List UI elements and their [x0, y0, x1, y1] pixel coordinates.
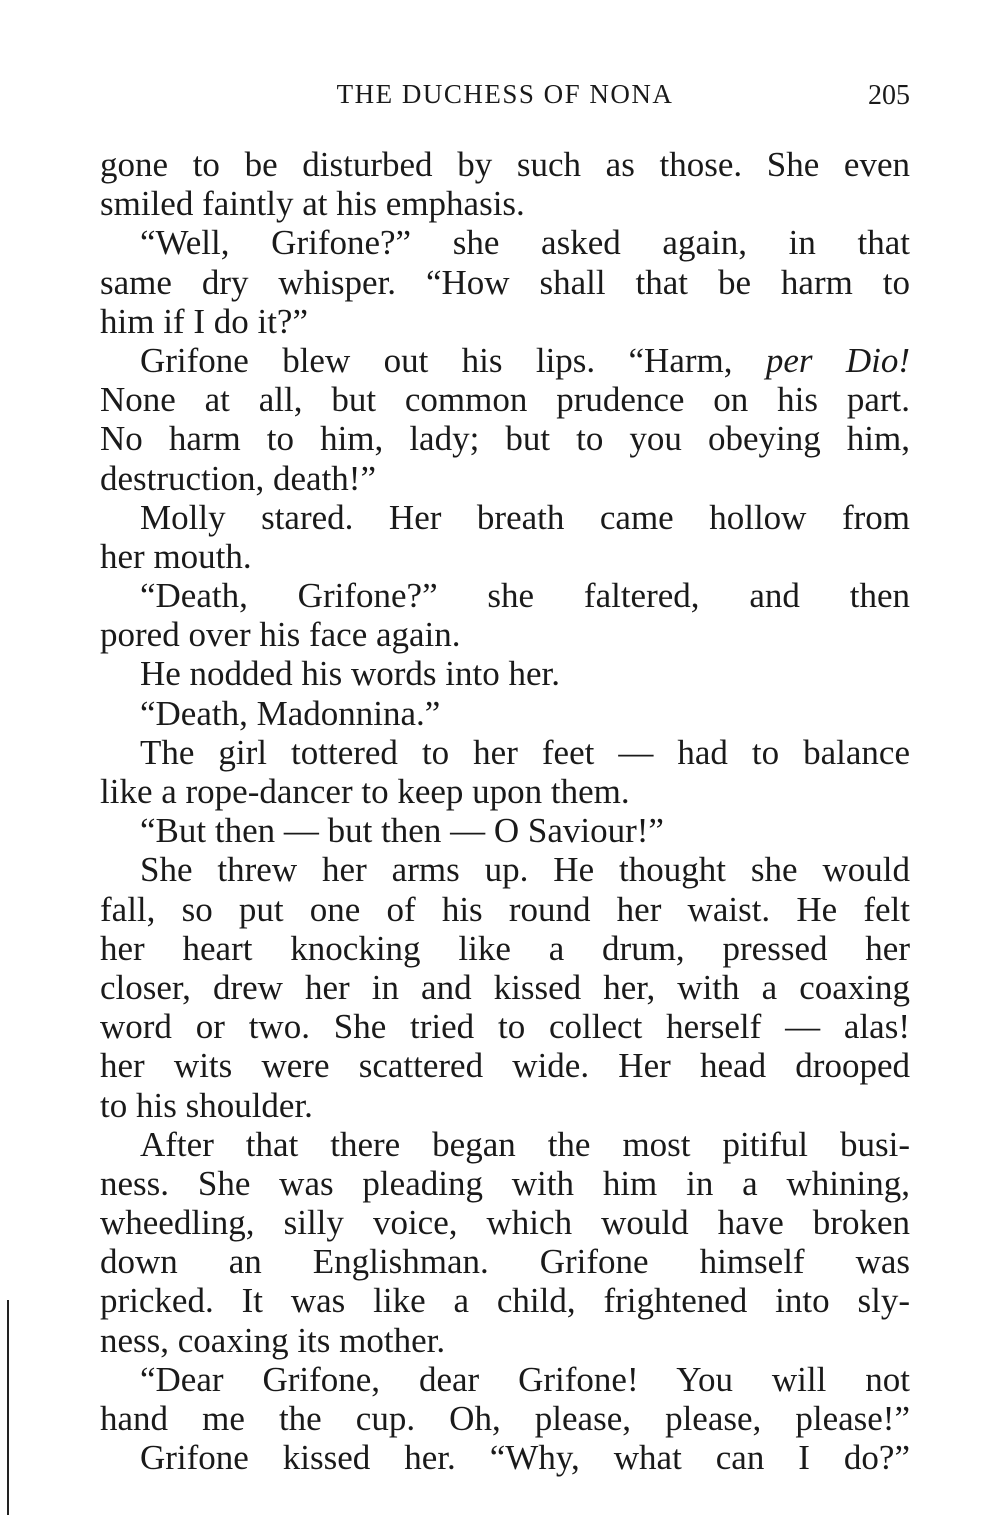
- margin-rule: [7, 1300, 9, 1515]
- text-line: [100, 1281, 910, 1320]
- text-line: [100, 459, 910, 498]
- text-line: [100, 1438, 910, 1477]
- text-line: [100, 929, 910, 968]
- text-line: [100, 1203, 910, 1242]
- text-line-content: Grifone blew out his lips. “Harm,: [140, 340, 766, 380]
- running-title: THE DUCHESS OF NONA: [336, 79, 674, 109]
- text-line: [100, 850, 910, 889]
- text-line: [100, 498, 910, 537]
- text-line: [100, 184, 910, 223]
- text-line-content: fall, so put one of his round her waist. He felt: [100, 889, 910, 929]
- text-line-content: Molly stared. Her breath came hollow from: [140, 497, 910, 537]
- text-line-content: Grifone kissed her. “Why, what can I do?”: [140, 1438, 910, 1478]
- body-text: [100, 145, 910, 1477]
- text-line: [100, 968, 910, 1007]
- text-line-content: him if I do it?”: [100, 301, 309, 341]
- page-number: 205: [868, 80, 910, 111]
- text-line: [100, 1046, 910, 1085]
- text-line-content: No harm to him, lady; but to you obeying him,: [100, 419, 910, 459]
- text-line-content: She threw her arms up. He thought she would: [140, 850, 910, 890]
- text-line-content: hand me the cup. Oh, please, please, please!”: [100, 1399, 910, 1438]
- text-line-content: like a rope-dancer to keep upon them.: [100, 772, 630, 811]
- text-line: [100, 419, 910, 458]
- text-line: [100, 263, 910, 302]
- text-line-content: The girl tottered to her feet — had to balance: [140, 732, 910, 772]
- text-line: [100, 576, 910, 615]
- text-line-content: None at all, but common prudence on his part.: [100, 380, 910, 420]
- text-line-content: down an Englishman. Grifone himself was: [100, 1242, 910, 1282]
- text-line-content: same dry whisper. “How shall that be harm to: [100, 262, 910, 302]
- text-line-content: wheedling, silly voice, which would have broken: [100, 1203, 910, 1243]
- text-line: [100, 341, 910, 380]
- text-line-content: He nodded his words into her.: [140, 654, 560, 694]
- text-line: [100, 772, 910, 811]
- text-line-content: ness. She was pleading with him in a whining,: [100, 1163, 910, 1203]
- text-line-content: smiled faintly at his emphasis.: [100, 184, 525, 224]
- text-line: [100, 302, 910, 341]
- text-line-content: pored over his face again.: [100, 615, 461, 655]
- text-line: [100, 615, 910, 654]
- text-line-content: her heart knocking like a drum, pressed her: [100, 928, 910, 968]
- text-line-content: destruction, death!”: [100, 458, 377, 498]
- text-line: [100, 733, 910, 772]
- text-line: [100, 537, 910, 576]
- text-line: [100, 654, 910, 693]
- text-line: [100, 1242, 910, 1281]
- text-line-content: her wits were scattered wide. Her head drooped: [100, 1046, 910, 1086]
- text-line-content: closer, drew her in and kissed her, with a coaxing: [100, 967, 910, 1007]
- text-line-content: “Death, Madonnina.”: [140, 693, 441, 733]
- text-line: [100, 1164, 910, 1203]
- text-line: [100, 890, 910, 929]
- text-line-content: “Well, Grifone?” she asked again, in that: [140, 223, 910, 263]
- text-line: [100, 1007, 910, 1046]
- running-head: [100, 76, 910, 116]
- text-line-content: pricked. It was like a child, frightened into sly-: [100, 1281, 910, 1321]
- text-line: [100, 1360, 910, 1399]
- text-line: [100, 694, 910, 733]
- text-line: [100, 380, 910, 419]
- text-line-content: to his shoulder.: [100, 1085, 313, 1125]
- text-line-content: “But then — but then — O Saviour!”: [140, 811, 664, 851]
- text-line: [100, 1321, 910, 1360]
- italic-phrase: per Dio!: [765, 340, 910, 380]
- text-line: [100, 1399, 910, 1438]
- text-line: [100, 145, 910, 184]
- text-line-content: After that there began the most pitiful busi-: [140, 1124, 910, 1164]
- text-line: [100, 811, 910, 850]
- text-line: [100, 1086, 910, 1125]
- text-line: [100, 223, 910, 262]
- text-line-content: gone to be disturbed by such as those. She even: [100, 145, 910, 184]
- text-line-content: “Dear Grifone, dear Grifone! You will not: [140, 1359, 910, 1399]
- text-line-content: word or two. She tried to collect herself — alas!: [100, 1007, 910, 1047]
- text-line-content: her mouth.: [100, 536, 252, 576]
- text-line-content: “Death, Grifone?” she faltered, and then: [140, 576, 910, 616]
- text-line: [100, 1125, 910, 1164]
- text-line-content: ness, coaxing its mother.: [100, 1320, 446, 1360]
